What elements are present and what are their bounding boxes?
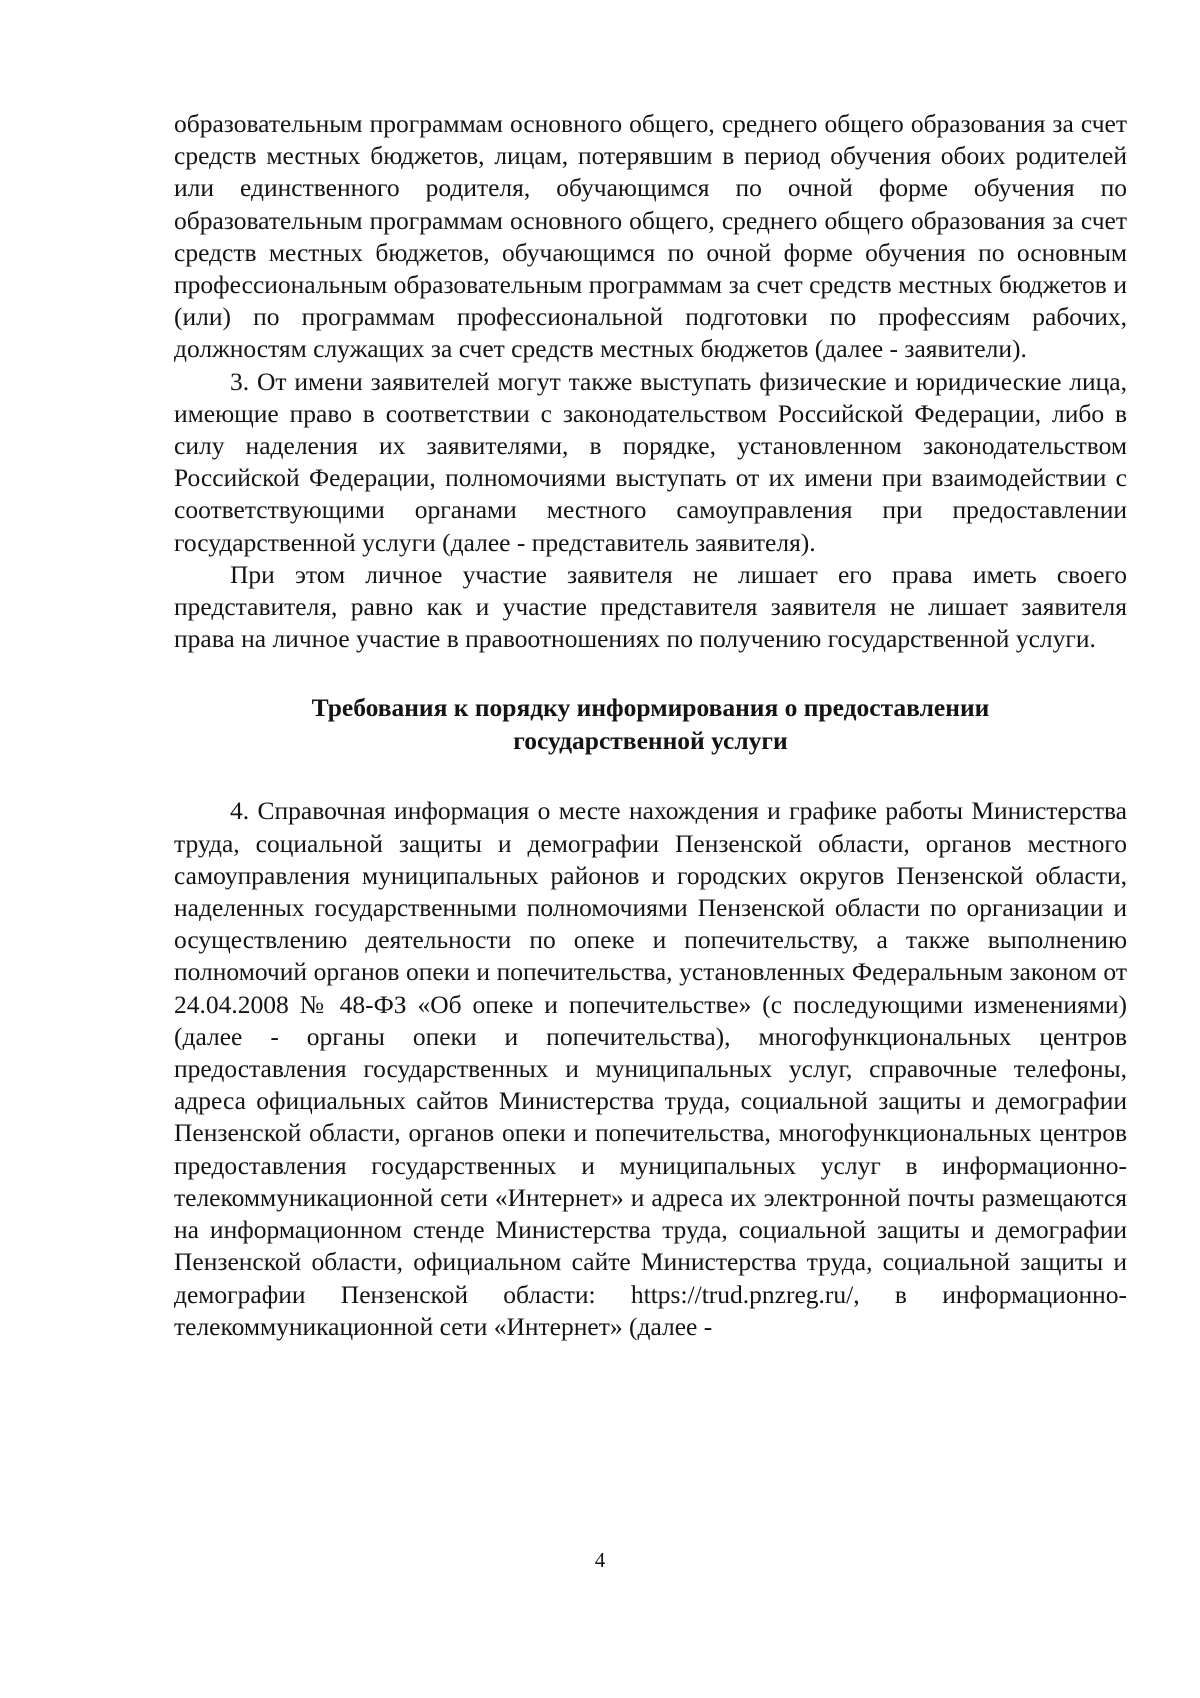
page-number: 4 (594, 1548, 606, 1572)
document-body (174, 108, 1127, 1343)
paragraph-personal-participation: При этом личное участие заявителя не лишает его права иметь своего представителя, равно как и участие представителя заявителя не лишает заявителя права на личное участие в правоотношениях по получению государственной услуги. (174, 559, 1127, 654)
section-heading-line-2: государственной услуги (513, 726, 788, 756)
paragraph-4-reference-information: 4. Справочная информация о месте нахождения и графике работы Министерства труда, социальной защиты и демографии Пензенской области, органов местного самоуправления муниципальных районов и городских округов Пензенской области, наделенных государственными полномочиями Пензенской области по организации и осуществлению деятельности по опеке и попечительству, а также выполнению полномочий органов опеки и попечительства, установленных Федеральным законом от 24.04.2008 № 48-ФЗ «Об опеке и попечительстве» (с последующими изменениями) (далее - органы опеки и попечительства), многофункциональных центров предоставления государственных и муниципальных услуг, справочные телефоны, адреса официальных сайтов Министерства труда, социальной защиты и демографии Пензенской области, органов опеки и попечительства, многофункциональных центров предоставления государственных и муниципальных услуг в информационно-телекоммуникационной сети «Интернет» и адреса их электронной почты размещаются на информационном стенде Министерства труда, социальной защиты и демографии Пензенской области, официальном сайте Министерства труда, социальной защиты и демографии Пензенской области: https://trud.pnzreg.ru/, в информационно-телекоммуникационной сети «Интернет» (далее - (174, 796, 1127, 1341)
section-heading (174, 691, 1127, 757)
section-heading-line-1: Требования к порядку информирования о предоставлении (311, 693, 990, 723)
paragraph-3-representatives: 3. От имени заявителей могут также выступать физические и юридические лица, имеющие право в соответствии с законодательством Российской Федерации, либо в силу наделения их заявителями, в порядке, установленном законодательством Российской Федерации, полномочиями выступать от их имени при взаимодействии с соответствующими органами местного самоуправления при предоставлении государственной услуги (далее - представитель заявителя). (174, 366, 1127, 557)
paragraph-applicants-continued: образовательным программам основного общего, среднего общего образования за счет средств местных бюджетов, лицам, потерявшим в период обучения обоих родителей или единственного родителя, обучающимся по очной форме обучения по образовательным программам основного общего, среднего общего образования за счет средств местных бюджетов, обучающимся по очной форме обучения по основным профессиональным образовательным программам за счет средств местных бюджетов и (или) по программам профессиональной подготовки по профессиям рабочих, должностям служащих за счет средств местных бюджетов (далее - заявители). (174, 109, 1127, 364)
